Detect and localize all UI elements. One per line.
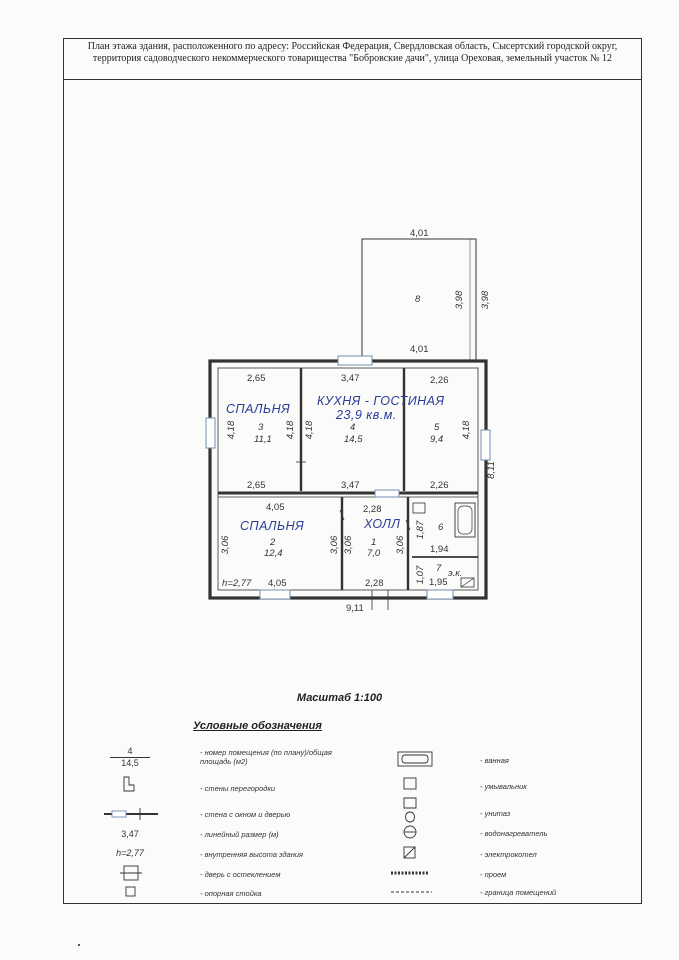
room1-area: 7,0 xyxy=(367,548,381,559)
partition-symbol xyxy=(124,777,134,791)
dim-room6-left: 1,87 xyxy=(415,520,426,540)
handwritten-bedroom-top: СПАЛЬНЯ xyxy=(226,402,291,416)
dim-annex-side-in: 3,98 xyxy=(454,290,465,310)
legend-room-area: 14,5 xyxy=(110,757,150,768)
plan-title: План этажа здания, расположенного по адресу: Российская Федерация, Свердловская область, Сысертский городской округ, территория садоводческого некоммерческого товарищества "Бобровские дачи", улица Ореховая, земельный участок № 12 xyxy=(63,38,642,80)
handwritten-kitchen: КУХНЯ - ГОСТИНАЯ xyxy=(317,394,445,408)
boiler-label: э.к. xyxy=(448,568,463,579)
legend-text-glazed-door: - дверь с остеклением xyxy=(200,870,281,879)
legend-dimension-sample: 3,47 xyxy=(121,829,139,839)
room3-area: 11,1 xyxy=(254,434,272,445)
legend-text-room: - номер помещения (по плану)/общая площадь (м2) xyxy=(200,748,332,766)
dim-outer-right: 8,11 xyxy=(486,461,497,479)
dim-room5-right: 4,18 xyxy=(461,420,472,440)
dim-hall-top: 2,28 xyxy=(363,504,382,515)
room8-number: 8 xyxy=(415,294,421,305)
room2-number: 2 xyxy=(270,537,276,548)
dim-room3-bottom: 2,65 xyxy=(247,480,266,491)
legend-text-water-heater: - водонагреватель xyxy=(480,829,548,838)
legend-text-dimension: - линейный размер (м) xyxy=(200,830,279,839)
dim-room2-top: 4,05 xyxy=(266,502,285,513)
legend-text-boundary: - граница помещений xyxy=(480,888,557,897)
legend-text-partitions: - стены перегородки xyxy=(200,784,276,793)
legend-title: Условные обозначения xyxy=(193,720,322,732)
support-post-symbol xyxy=(126,887,135,896)
legend-text-support-post: - опорная стойка xyxy=(200,889,262,898)
dim-room5-top: 2,26 xyxy=(430,375,449,386)
room5-area: 9,4 xyxy=(430,434,444,445)
legend-text-electric-boiler: - электрокотел xyxy=(480,850,537,859)
room5-number: 5 xyxy=(434,422,440,433)
dim-room4-top: 3,47 xyxy=(341,373,360,384)
dim-height: h=2,77 xyxy=(222,578,252,589)
washbasin-symbol xyxy=(404,778,416,789)
room1-number: 1 xyxy=(371,537,377,548)
legend-text-wall-window: - стена с окном и дверью xyxy=(200,810,291,819)
dim-annex-top: 4,01 xyxy=(410,228,429,239)
legend-text-height: - внутренняя высота здания xyxy=(200,850,304,859)
legend-text-washbasin: - умывальник xyxy=(480,782,527,791)
room3-number: 3 xyxy=(258,422,264,433)
dim-room2-right: 3,06 xyxy=(329,535,340,555)
toilet-symbol xyxy=(404,798,416,822)
windows xyxy=(206,356,490,599)
room7-number: 7 xyxy=(436,563,442,574)
dim-annex-side-out: 3,98 xyxy=(480,290,491,310)
dim-room7-left: 1,07 xyxy=(415,565,426,585)
legend-room-number: 4 xyxy=(127,746,133,756)
handwritten-bedroom-bottom: СПАЛЬНЯ xyxy=(240,519,305,533)
bath-symbol xyxy=(398,752,432,766)
legend-text-opening: - проем xyxy=(480,870,507,879)
dim-room5-bottom: 2,26 xyxy=(430,480,449,491)
dim-room2-left: 3,06 xyxy=(220,535,231,555)
scale-label: Масштаб 1:100 xyxy=(296,692,383,704)
room4-number: 4 xyxy=(350,422,356,433)
room6-number: 6 xyxy=(438,522,444,533)
dim-hall-left: 3,06 xyxy=(343,535,354,555)
dim-room2-bottom: 4,05 xyxy=(268,578,287,589)
dim-room7-bottom: 1,95 xyxy=(429,577,448,588)
handwritten-kitchen-area: 23,9 кв.м. xyxy=(336,408,397,422)
dim-total-bottom: 9,11 xyxy=(346,603,364,614)
legend-height-sample: h=2,77 xyxy=(116,848,144,858)
dim-room3-top: 2,65 xyxy=(247,373,266,384)
dim-room6-bottom: 1,94 xyxy=(430,544,449,555)
dim-hall-right: 3,06 xyxy=(395,535,406,555)
dim-room3-left: 4,18 xyxy=(226,420,237,440)
legend-text-bath: - ванная xyxy=(480,756,509,765)
legend-text-toilet: - унитаз xyxy=(480,809,511,818)
room2-area: 12,4 xyxy=(264,548,283,559)
dim-room4-left: 4,18 xyxy=(304,420,315,440)
dim-room3-right: 4,18 xyxy=(285,420,296,440)
handwritten-hall: ХОЛЛ xyxy=(364,517,401,531)
bathtub-inner xyxy=(458,506,472,534)
room4-area: 14,5 xyxy=(344,434,363,445)
dim-hall-bottom: 2,28 xyxy=(365,578,384,589)
dim-annex-bottom: 4,01 xyxy=(410,344,429,355)
washbasin xyxy=(413,503,425,513)
scan-speck xyxy=(78,944,80,946)
dim-room4-bottom: 3,47 xyxy=(341,480,360,491)
